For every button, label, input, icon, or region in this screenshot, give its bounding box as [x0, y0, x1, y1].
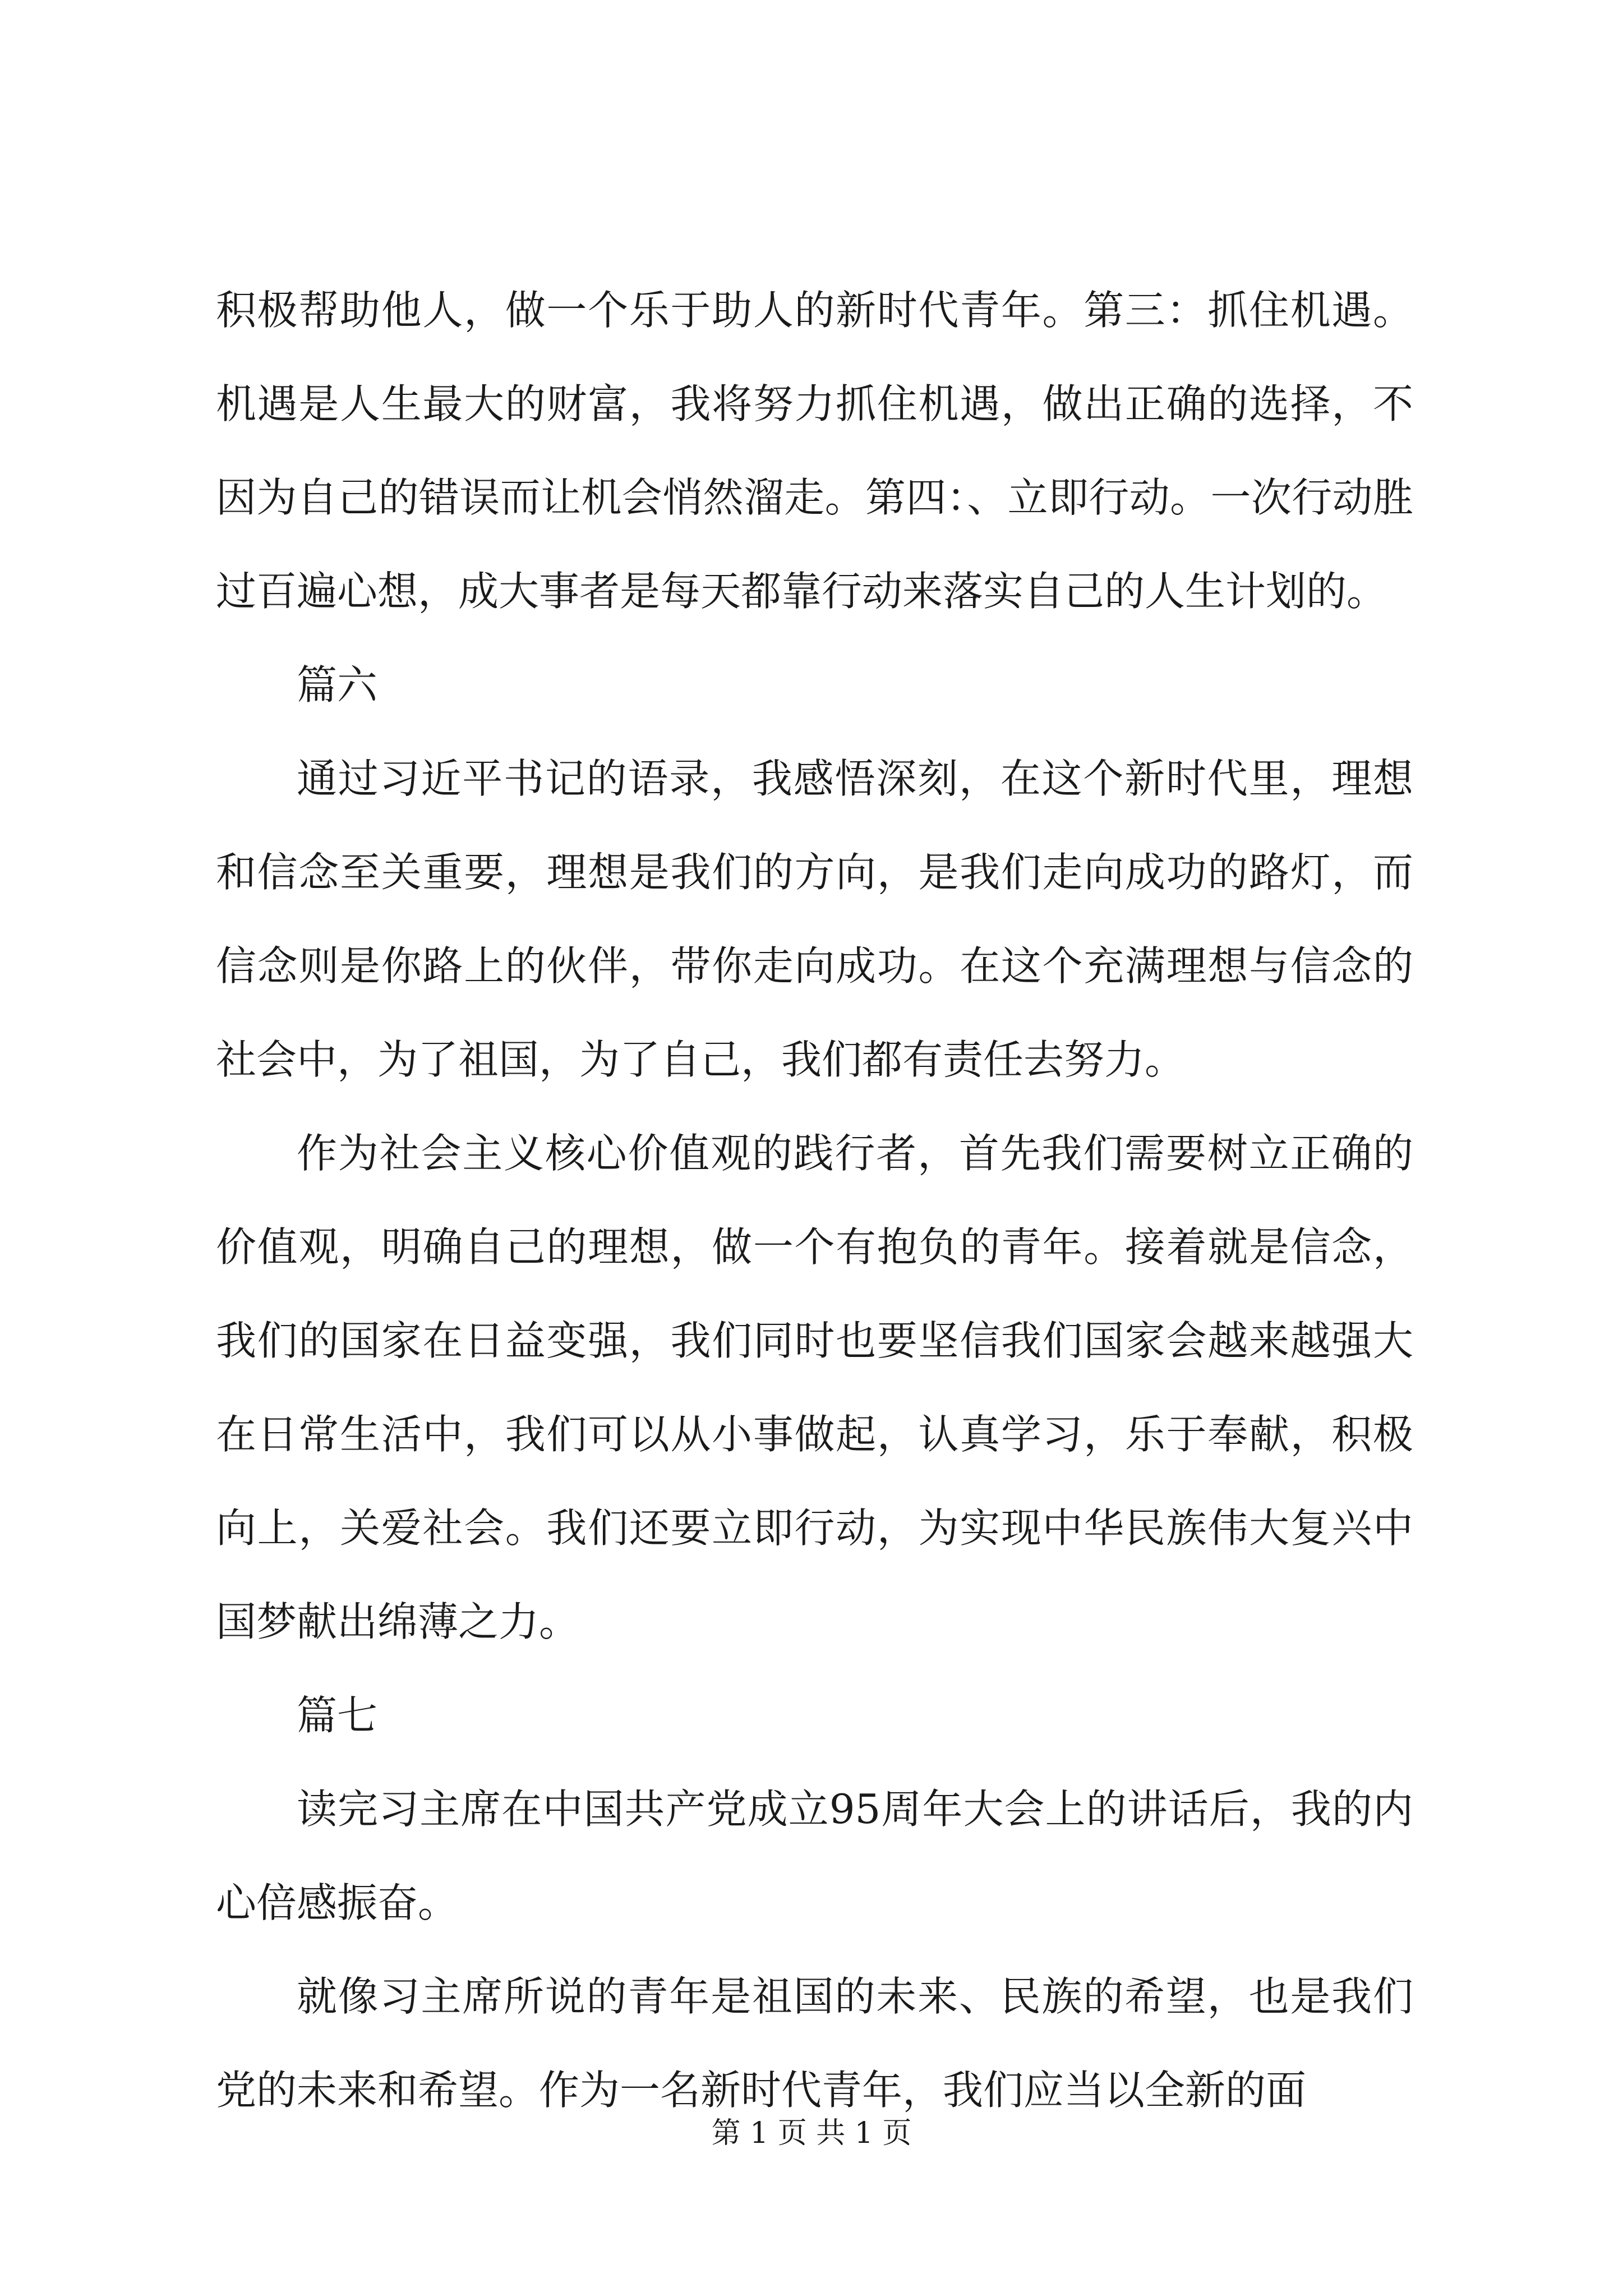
continuation-paragraph: 积极帮助他人，做一个乐于助人的新时代青年。第三：抓住机遇。机遇是人生最大的财富，我将努力抓住机遇，做出正确的选择，不因为自己的错误而让机会悄然溜走。第四：、立即行动。一次行动胜过百遍心想，成大事者是每天都靠行动来落实自己的人生计划的。	[216, 287, 1413, 615]
paragraph: 读完习主席在中国共产党成立95周年大会上的讲话后，我的内心倍感振奋。	[216, 1786, 1413, 1926]
document-body	[216, 264, 1413, 2137]
paragraph: 通过习近平书记的语录，我感悟深刻，在这个新时代里，理想和信念至关重要，理想是我们的方向，是我们走向成功的路灯，而信念则是你路上的伙伴，带你走向成功。在这个充满理想与信念的社会中，为了祖国，为了自己，我们都有责任去努力。	[216, 755, 1413, 1083]
section-heading-7: 篇七	[297, 1692, 378, 1739]
paragraph: 就像习主席所说的青年是祖国的未来、民族的希望，也是我们党的未来和希望。作为一名新时代青年，我们应当以全新的面	[216, 1973, 1413, 2114]
paragraph: 作为社会主义核心价值观的践行者，首先我们需要树立正确的价值观，明确自己的理想，做一个有抱负的青年。接着就是信念，我们的国家在日益变强，我们同时也要坚信我们国家会越来越强大在日常生活中，我们可以从小事做起，认真学习，乐于奉献，积极向上，关爱社会。我们还要立即行动，为实现中华民族伟大复兴中国梦献出绵薄之力。	[216, 1130, 1413, 1645]
page-footer: 第 1 页 共 1 页	[711, 2116, 912, 2150]
section-heading-6: 篇六	[297, 661, 378, 708]
